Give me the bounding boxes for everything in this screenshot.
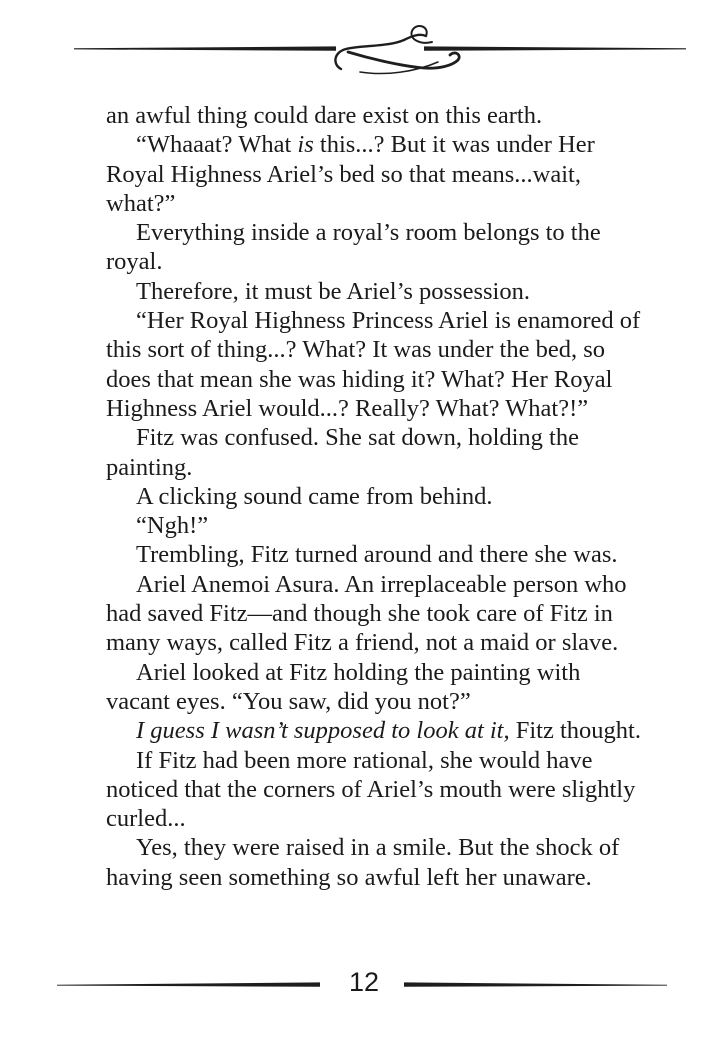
page-number: 12 [348, 967, 380, 997]
paragraph [106, 423, 641, 482]
text-segment: Ariel looked at Fitz holding the painting with vacant eyes. “You saw, did you not?” [106, 658, 581, 715]
header-rule-right [424, 46, 686, 50]
header-divider [0, 0, 728, 100]
italic-text-segment: is [297, 131, 314, 159]
page-text [106, 101, 641, 892]
paragraph [106, 482, 641, 511]
paragraph [106, 511, 641, 540]
text-segment: Therefore, it must be Ariel’s possession. [136, 277, 530, 305]
paragraph [106, 746, 641, 834]
italic-text-segment: I guess I wasn’t supposed to look at it, [136, 717, 510, 745]
text-segment: Fitz was confused. She sat down, holding the painting. [106, 424, 579, 481]
text-segment: If Fitz had been more rational, she would have noticed that the corners of Ariel’s mouth were slightly curled... [106, 746, 636, 833]
text-segment: A clicking sound came from behind. [136, 482, 493, 510]
paragraph [106, 101, 641, 130]
paragraph [106, 218, 641, 277]
header-rule-left [74, 46, 336, 50]
text-segment: Yes, they were raised in a smile. But the shock of having seen something so awful left her unaware. [106, 834, 620, 891]
text-segment: this...? But it was under Her Royal Highness Ariel’s bed so that means...wait, what?” [106, 131, 595, 217]
paragraph [106, 277, 641, 306]
paragraph [106, 130, 641, 218]
paragraph [106, 306, 641, 423]
paragraph [106, 540, 641, 569]
text-segment: Fitz thought. [509, 717, 641, 745]
text-segment: Ariel Anemoi Asura. An irreplaceable person who had saved Fitz—and though she took care of Fitz in many ways, called Fitz a friend, not a maid or slave. [106, 570, 627, 657]
paragraph [106, 658, 641, 717]
text-segment: “Ngh!” [136, 512, 209, 540]
paragraph [106, 570, 641, 658]
text-segment: “Whaaat? What [136, 131, 298, 159]
paragraph [106, 716, 641, 745]
text-segment: an awful thing could dare exist on this earth. [106, 102, 543, 129]
paragraph [106, 833, 641, 892]
text-segment: Trembling, Fitz turned around and there she was. [136, 541, 618, 569]
text-segment: Everything inside a royal’s room belongs to the royal. [106, 219, 601, 276]
text-segment: “Her Royal Highness Princess Ariel is enamored of this sort of thing...? What? It was under the bed, so does that mean she was hiding it? What? Her Royal Highness Ariel would...? Really? What? What?!” [106, 307, 641, 422]
